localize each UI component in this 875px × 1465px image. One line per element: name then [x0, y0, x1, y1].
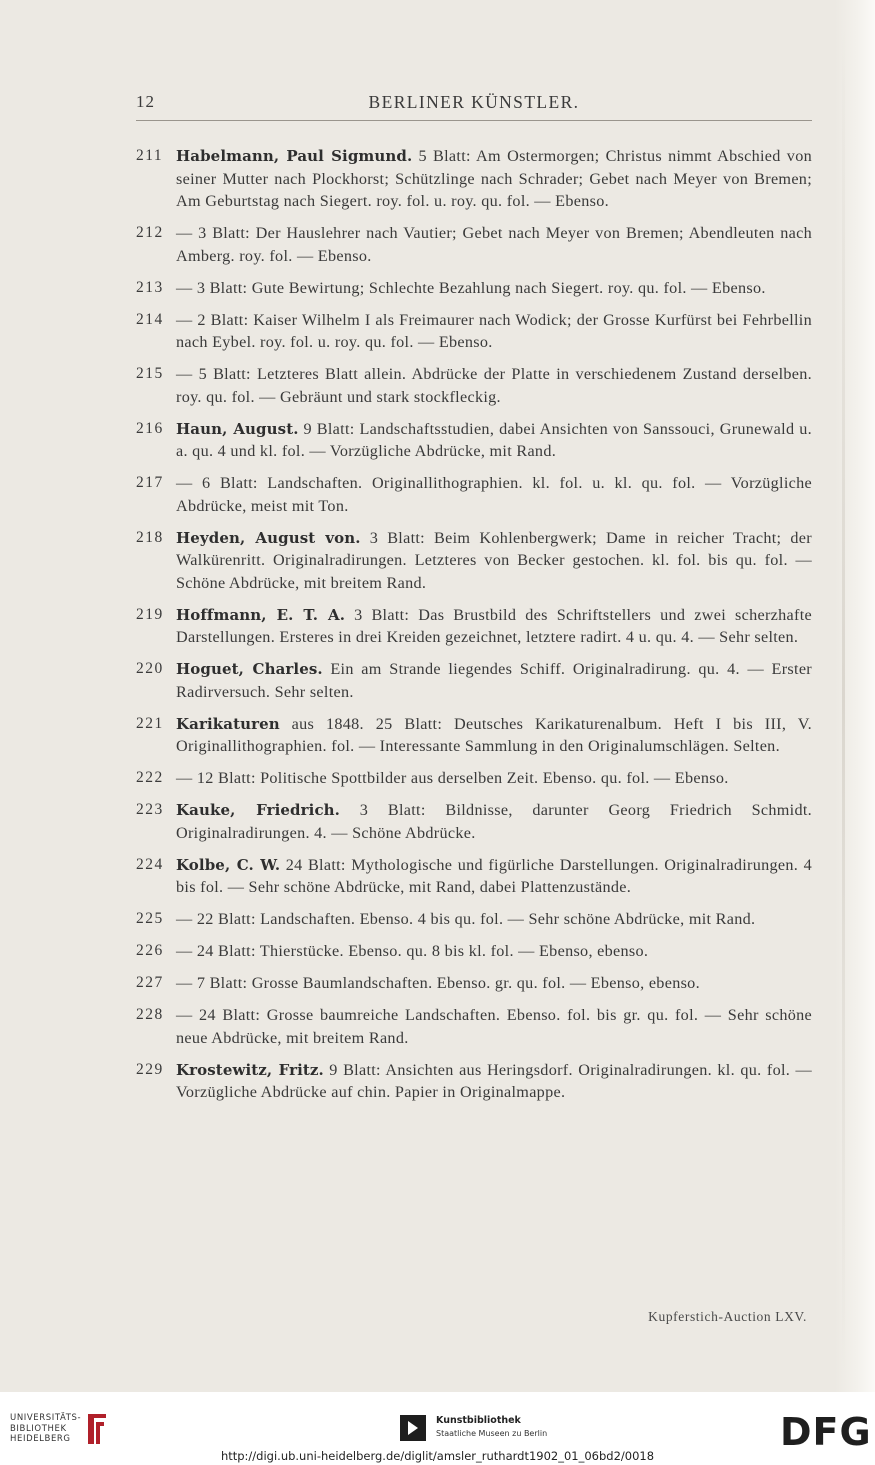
entry-text	[176, 767, 812, 790]
catalog-entry	[136, 527, 812, 595]
catalog-entry	[136, 1004, 812, 1049]
entry-text	[176, 145, 812, 213]
entry-number: 224	[136, 855, 164, 873]
university-library-logo[interactable]	[10, 1410, 110, 1454]
running-head	[136, 92, 812, 116]
entry-text	[176, 1059, 812, 1104]
university-crest-icon	[82, 1410, 112, 1448]
entry-text	[176, 799, 812, 844]
catalog-entry	[136, 418, 812, 463]
entry-description: — 7 Blatt: Grosse Baumlandschaften. Ebenso. gr. qu. fol. — Ebenso, ebenso.	[176, 974, 700, 992]
entry-text	[176, 854, 812, 899]
kunstbibliothek-logo[interactable]	[400, 1413, 560, 1443]
entry-number: 229	[136, 1060, 164, 1078]
entry-number: 225	[136, 910, 164, 927]
catalog-entry	[136, 1059, 812, 1104]
entry-description: — 24 Blatt: Thierstücke. Ebenso. qu. 8 bis kl. fol. — Ebenso, ebenso.	[176, 942, 649, 960]
artist-name: Kauke, Friedrich.	[176, 801, 341, 819]
page-header-title: BERLINER KÜNSTLER.	[368, 92, 580, 112]
footer-note: Kupferstich-Auction LXV.	[648, 1309, 807, 1324]
catalog-entry	[136, 222, 812, 267]
entry-description: — 6 Blatt: Landschaften. Originallithographien. kl. fol. u. kl. qu. fol. — Vorzügliche Abdrücke, meist mit Ton.	[176, 474, 812, 515]
entry-text	[176, 1004, 812, 1049]
entry-number: 213	[136, 278, 164, 296]
entry-text	[176, 658, 812, 703]
entry-description: — 2 Blatt: Kaiser Wilhelm I als Freimaurer nach Wodick; der Grosse Kurfürst bei Fehrbellin nach Eybel. roy. fol. u. roy. qu. fol. — Ebenso.	[176, 310, 812, 351]
artist-name: Hoguet, Charles.	[176, 660, 323, 678]
artist-name: Hoffmann, E. T. A.	[176, 605, 346, 624]
entry-number: 218	[136, 528, 164, 546]
entry-number: 228	[136, 1006, 164, 1023]
catalog-entry	[136, 799, 812, 844]
entry-text	[176, 363, 812, 408]
entry-number: 215	[136, 365, 164, 382]
entry-description: — 3 Blatt: Gute Bewirtung; Schlechte Bezahlung nach Siegert. roy. qu. fol. — Ebenso.	[176, 278, 766, 297]
entry-number: 219	[136, 605, 164, 623]
entry-description: 24 Blatt: Mythologische und figürliche Darstellungen. Originalradirungen. 4 bis fol. — Sehr schöne Abdrücke, mit Rand, dabei Plattenzustände.	[176, 855, 812, 896]
entry-description: 3 Blatt: Beim Kohlenbergwerk; Dame in reicher Tracht; der Walkürenritt. Originalradirungen. Letzteres von Becker gestochen. kl. fol. bis qu. fol. — Schöne Abdrücke, mit breitem Rand.	[176, 528, 812, 592]
entry-text	[176, 309, 812, 354]
entry-number: 216	[136, 419, 164, 437]
entry-description: 5 Blatt: Am Ostermorgen; Christus nimmt Abschied von seiner Mutter nach Plockhorst; Schützlinge nach Schrader; Gebet nach Meyer von Bremen; Am Geburtstag nach Siegert. roy. fol. u. roy. qu. fol. — Ebenso.	[176, 147, 812, 210]
entry-number: 223	[136, 801, 164, 818]
catalog-entry	[136, 713, 812, 758]
entry-text	[176, 527, 812, 595]
catalog-entry	[136, 363, 812, 408]
source-url[interactable]: http://digi.ub.uni-heidelberg.de/diglit/amsler_ruthardt1902_01_06bd2/0018	[220, 1449, 655, 1463]
entry-number: 227	[136, 974, 164, 991]
kunstbibliothek-name: Kunstbibliothek	[436, 1415, 521, 1426]
entry-number: 221	[136, 714, 164, 732]
artist-name: Krostewitz, Fritz.	[176, 1060, 324, 1079]
entry-number: 212	[136, 224, 164, 241]
catalog-entry	[136, 145, 812, 213]
university-line-2: BIBLIOTHEK	[10, 1423, 67, 1434]
kunstbibliothek-icon	[400, 1415, 426, 1441]
page-edge	[835, 0, 875, 1392]
artist-name: Karikaturen	[176, 714, 280, 733]
catalog-entry	[136, 604, 812, 649]
entry-description: 9 Blatt: Landschaftsstudien, dabei Ansichten von Sanssouci, Grunewald u. a. qu. 4 und kl. fol. — Vorzügliche Abdrücke, mit Rand.	[176, 419, 812, 460]
entry-number: 226	[136, 942, 164, 959]
entry-description: — 22 Blatt: Landschaften. Ebenso. 4 bis qu. fol. — Sehr schöne Abdrücke, mit Rand.	[176, 910, 756, 928]
page-number: 12	[136, 92, 155, 111]
header-rule	[136, 120, 812, 121]
catalog-entry	[136, 309, 812, 354]
entry-text	[176, 908, 812, 931]
university-library-name	[10, 1413, 81, 1445]
entry-description: Ein am Strande liegendes Schiff. Originalradirung. qu. 4. — Erster Radirversuch. Sehr selten.	[176, 660, 812, 701]
entry-description: — 12 Blatt: Politische Spottbilder aus derselben Zeit. Ebenso. qu. fol. — Ebenso.	[176, 769, 729, 787]
entry-description: 3 Blatt: Das Brustbild des Schriftstellers und zwei scherzhafte Darstellungen. Ersteres in drei Kreiden gezeichnet, letztere radirt. 4 u. qu. 4. — Sehr selten.	[176, 605, 813, 646]
entry-description: 3 Blatt: Bildnisse, darunter Georg Friedrich Schmidt. Originalradirungen. 4. — Schöne Abdrücke.	[176, 801, 812, 842]
catalog-entry	[136, 767, 812, 790]
page-edge-shadow	[842, 30, 845, 1370]
kunstbibliothek-subtitle: Staatliche Museen zu Berlin	[436, 1429, 548, 1438]
dfg-logo[interactable]: DFG	[780, 1410, 872, 1454]
entry-text	[176, 940, 812, 963]
catalog-entry	[136, 972, 812, 995]
artist-name: Haun, August.	[176, 419, 299, 438]
entry-description: — 3 Blatt: Der Hauslehrer nach Vautier; Gebet nach Meyer von Bremen; Abendleuten nach Amberg. roy. fol. — Ebenso.	[176, 224, 812, 265]
entry-number: 214	[136, 310, 164, 328]
entry-description: — 24 Blatt: Grosse baumreiche Landschaften. Ebenso. fol. bis gr. qu. fol. — Sehr schöne neue Abdrücke, mit breitem Rand.	[176, 1006, 812, 1047]
artist-name: Habelmann, Paul Sigmund.	[176, 147, 413, 165]
entry-text	[176, 713, 812, 758]
entry-text	[176, 418, 812, 463]
catalog-entry	[136, 854, 812, 899]
catalog-entry	[136, 908, 812, 931]
entry-number: 222	[136, 769, 164, 786]
artist-name: Heyden, August von.	[176, 528, 361, 547]
university-line-1: UNIVERSITÄTS-	[10, 1413, 82, 1423]
catalog-entry	[136, 277, 812, 300]
entry-text	[176, 277, 812, 300]
entry-description: — 5 Blatt: Letzteres Blatt allein. Abdrücke der Platte in verschiedenem Zustand derselben. roy. qu. fol. — Gebräunt und stark stockfleckig.	[176, 365, 812, 406]
entry-text	[176, 222, 812, 267]
university-line-3: HEIDELBERG	[10, 1434, 71, 1444]
entry-description: 9 Blatt: Ansichten aus Heringsdorf. Originalradirungen. kl. qu. fol. — Vorzügliche Abdrücke auf chin. Papier in Originalmappe.	[176, 1060, 812, 1101]
entry-number: 211	[136, 147, 164, 164]
catalog-entry	[136, 658, 812, 703]
entry-text	[176, 972, 812, 995]
entry-text	[176, 472, 812, 517]
catalog-entry	[136, 940, 812, 963]
catalog-entries	[136, 145, 812, 1113]
catalog-entry	[136, 472, 812, 517]
entry-number: 217	[136, 474, 164, 491]
entry-number: 220	[136, 660, 164, 677]
entry-text	[176, 604, 812, 649]
artist-name: Kolbe, C. W.	[176, 855, 281, 874]
entry-description: aus 1848. 25 Blatt: Deutsches Karikaturenalbum. Heft I bis III, V. Originallithographien. fol. — Interessante Sammlung in den Originalumschlägen. Selten.	[176, 714, 812, 755]
